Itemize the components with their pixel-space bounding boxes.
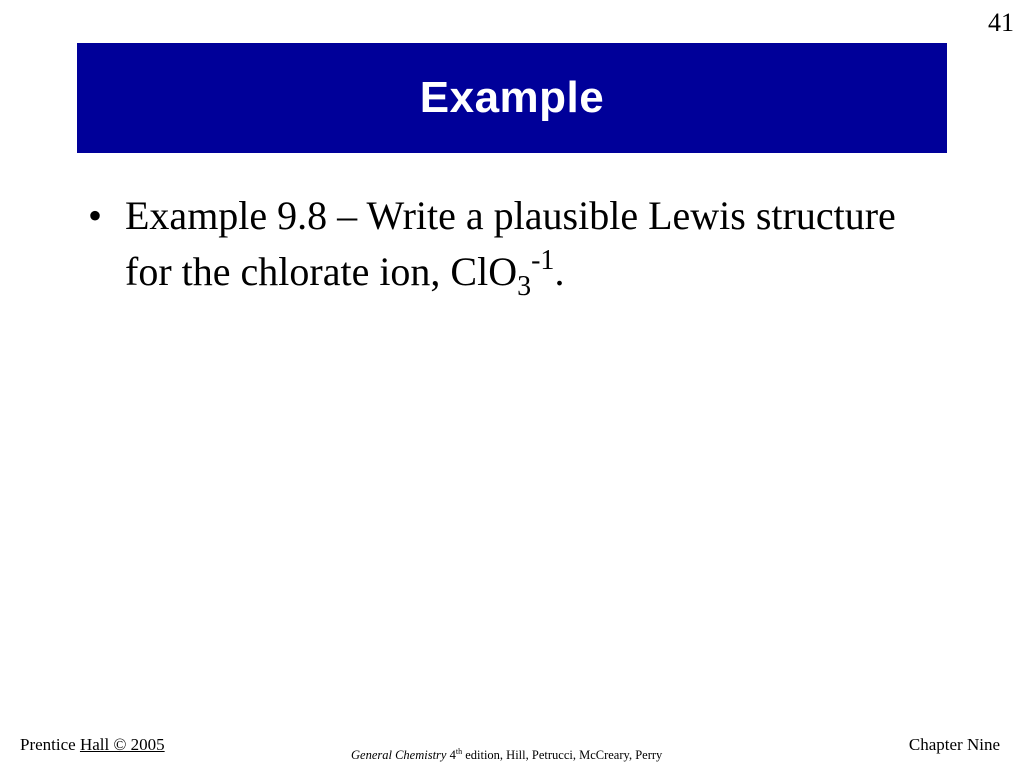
footer-publisher-copyright: Hall © 2005 [79, 735, 165, 754]
bullet-item [88, 188, 918, 300]
footer-chapter: Chapter Nine [908, 735, 1000, 754]
title-bar [77, 43, 947, 153]
bullet-text: Example 9.8 – Write a plausible Lewis structure for the chlorate ion, ClO [125, 193, 896, 294]
footer-publisher [20, 735, 165, 755]
slide-number: 41 [988, 8, 1014, 37]
slide-body [88, 188, 918, 300]
superscript-charge: -1 [531, 245, 555, 276]
slide-title: Example [419, 73, 605, 122]
footer-book-title: General Chemistry [351, 748, 447, 762]
bullet-icon: • [88, 193, 103, 238]
footer-edition-number: 4 [446, 748, 456, 762]
footer-authors: edition, Hill, Petrucci, McCreary, Perry [462, 748, 663, 762]
footer-book-credit [351, 747, 662, 763]
footer-publisher-prefix: Prentice [20, 735, 80, 754]
footer-edition-suffix: th [455, 747, 463, 756]
subscript-3: 3 [517, 271, 532, 302]
bullet-text-end: . [554, 249, 565, 294]
